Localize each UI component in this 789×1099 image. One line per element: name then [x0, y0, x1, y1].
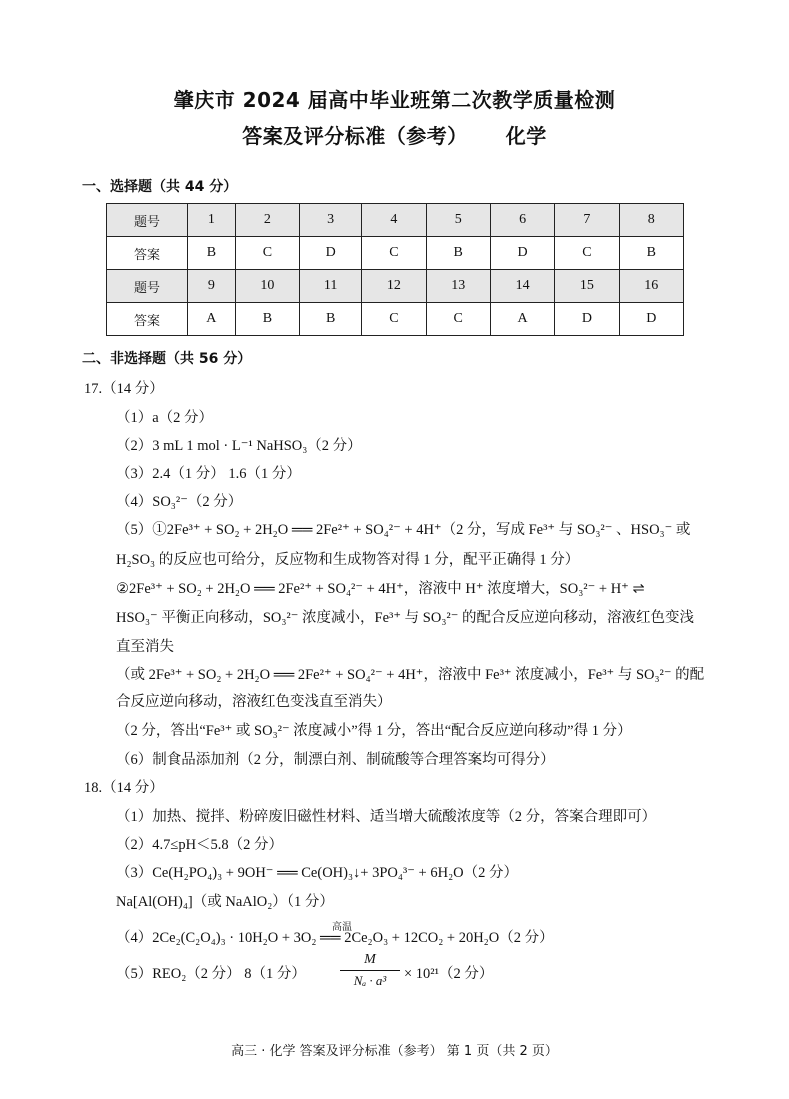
row-label: 答案 — [107, 237, 188, 270]
table-cell: D — [300, 237, 362, 270]
table-cell: B — [300, 303, 362, 336]
q18-part4: （4）2Ce₂(C₂O₄)₃ · 10H₂O + 3O₂ ══ 2Ce₂O₃ + 12CO₂ + 20H₂O（2 分） — [116, 930, 554, 946]
table-cell: 8 — [619, 204, 683, 237]
q18-part5-tail: × 10²¹（2 分） — [404, 966, 494, 982]
table-cell: C — [555, 237, 619, 270]
fraction-denominator: Nₐ · a³ — [353, 973, 387, 988]
table-cell: 3 — [300, 204, 362, 237]
table-cell: C — [362, 237, 426, 270]
q17-part3: （3）2.4（1 分） 1.6（1 分） — [116, 466, 301, 482]
row-label: 题号 — [107, 270, 188, 303]
table-cell: C — [426, 303, 490, 336]
fraction-numerator: M — [364, 952, 376, 967]
subject-label: 化学 — [505, 124, 547, 148]
table-cell: 1 — [188, 204, 236, 237]
table-cell: 10 — [235, 270, 299, 303]
table-cell: 13 — [426, 270, 490, 303]
table-row — [107, 204, 684, 237]
q17-part1: （1）a（2 分） — [116, 410, 214, 426]
q17-part4: （4）SO₃²⁻（2 分） — [116, 494, 243, 510]
q18-part1: （1）加热、搅拌、粉碎废旧磁性材料、适当增大硫酸浓度等（2 分，答案合理即可） — [116, 809, 657, 825]
table-cell: 9 — [188, 270, 236, 303]
q17-part5-line6: （或 2Fe³⁺ + SO₂ + 2H₂O ══ 2Fe²⁺ + SO₄²⁻ + 4H⁺，溶液中 Fe³⁺ 浓度减小，Fe³⁺ 与 SO₃²⁻ 的配 — [116, 667, 705, 683]
page-footer: 高三 · 化学 答案及评分标准（参考） 第 1 页（共 2 页） — [231, 1044, 558, 1059]
table-row — [107, 270, 684, 303]
q17-part5-line2: H₂SO₃ 的反应也可给分，反应物和生成物答对得 1 分，配平正确得 1 分） — [116, 552, 580, 568]
table-row — [107, 303, 684, 336]
q18-part3-line1: （3）Ce(H₂PO₄)₃ + 9OH⁻ ══ Ce(OH)₃↓+ 3PO₄³⁻ + 6H₂O（2 分） — [116, 865, 518, 881]
q17-part5-line1: （5）①2Fe³⁺ + SO₂ + 2H₂O ══ 2Fe²⁺ + SO₄²⁻ + 4H⁺（2 分，写成 Fe³⁺ 与 SO₃²⁻ 、HSO₃⁻ 或 — [116, 522, 691, 538]
table-cell: D — [555, 303, 619, 336]
q17-part5-line5: 直至消失 — [116, 639, 174, 655]
table-cell: 2 — [235, 204, 299, 237]
section-heading-choice: 一、选择题（共 44 分） — [82, 179, 238, 195]
table-cell: A — [490, 303, 554, 336]
table-cell: 11 — [300, 270, 362, 303]
reaction-condition: 高温 — [332, 922, 352, 933]
q17-part5-line3: ②2Fe³⁺ + SO₂ + 2H₂O ══ 2Fe²⁺ + SO₄²⁻ + 4H⁺，溶液中 H⁺ 浓度增大，SO₃²⁻ + H⁺ ⇌ — [116, 581, 645, 597]
q17-part5-line8: （2 分，答出“Fe³⁺ 或 SO₃²⁻ 浓度减小”得 1 分，答出“配合反应逆向移动”得 1 分） — [116, 723, 632, 739]
table-cell: 12 — [362, 270, 426, 303]
table-cell: C — [235, 237, 299, 270]
q18-title: 18.（14 分） — [84, 780, 164, 796]
q17-part6: （6）制食品添加剂（2 分，制漂白剂、制硫酸等合理答案均可得分） — [116, 752, 555, 768]
table-cell: C — [362, 303, 426, 336]
q17-title: 17.（14 分） — [84, 381, 164, 397]
q18-part5: （5）REO₂（2 分） 8（1 分） — [116, 966, 306, 982]
table-cell: B — [619, 237, 683, 270]
table-cell: D — [619, 303, 683, 336]
q17-part5-line7: 合反应逆向移动，溶液红色变浅直至消失） — [116, 694, 392, 710]
table-cell: 15 — [555, 270, 619, 303]
table-cell: 7 — [555, 204, 619, 237]
q18-part3-line2: Na[Al(OH)₄]（或 NaAlO₂）（1 分） — [116, 894, 334, 910]
row-label: 题号 — [107, 204, 188, 237]
row-label: 答案 — [107, 303, 188, 336]
table-cell: B — [188, 237, 236, 270]
section-heading-nonchoice: 二、非选择题（共 56 分） — [82, 351, 252, 367]
table-row — [107, 237, 684, 270]
table-cell: 6 — [490, 204, 554, 237]
table-cell: B — [235, 303, 299, 336]
density-fraction — [340, 952, 400, 989]
subtitle-text: 答案及评分标准（参考） — [242, 124, 468, 148]
table-cell: D — [490, 237, 554, 270]
document-subtitle — [0, 120, 789, 149]
answer-table — [106, 203, 684, 336]
table-cell: 14 — [490, 270, 554, 303]
table-cell: 5 — [426, 204, 490, 237]
document-title: 肇庆市 2024 届高中毕业班第二次教学质量检测 — [173, 88, 616, 112]
fraction-bar — [340, 970, 400, 971]
q18-part2: （2）4.7≤pH＜5.8（2 分） — [116, 837, 284, 853]
q17-part5-line4: HSO₃⁻ 平衡正向移动，SO₃²⁻ 浓度减小，Fe³⁺ 与 SO₃²⁻ 的配合反应逆向移动，溶液红色变浅 — [116, 610, 695, 626]
table-cell: B — [426, 237, 490, 270]
table-cell: 16 — [619, 270, 683, 303]
table-cell: 4 — [362, 204, 426, 237]
q17-part2: （2）3 mL 1 mol · L⁻¹ NaHSO₃（2 分） — [116, 438, 362, 454]
table-cell: A — [188, 303, 236, 336]
